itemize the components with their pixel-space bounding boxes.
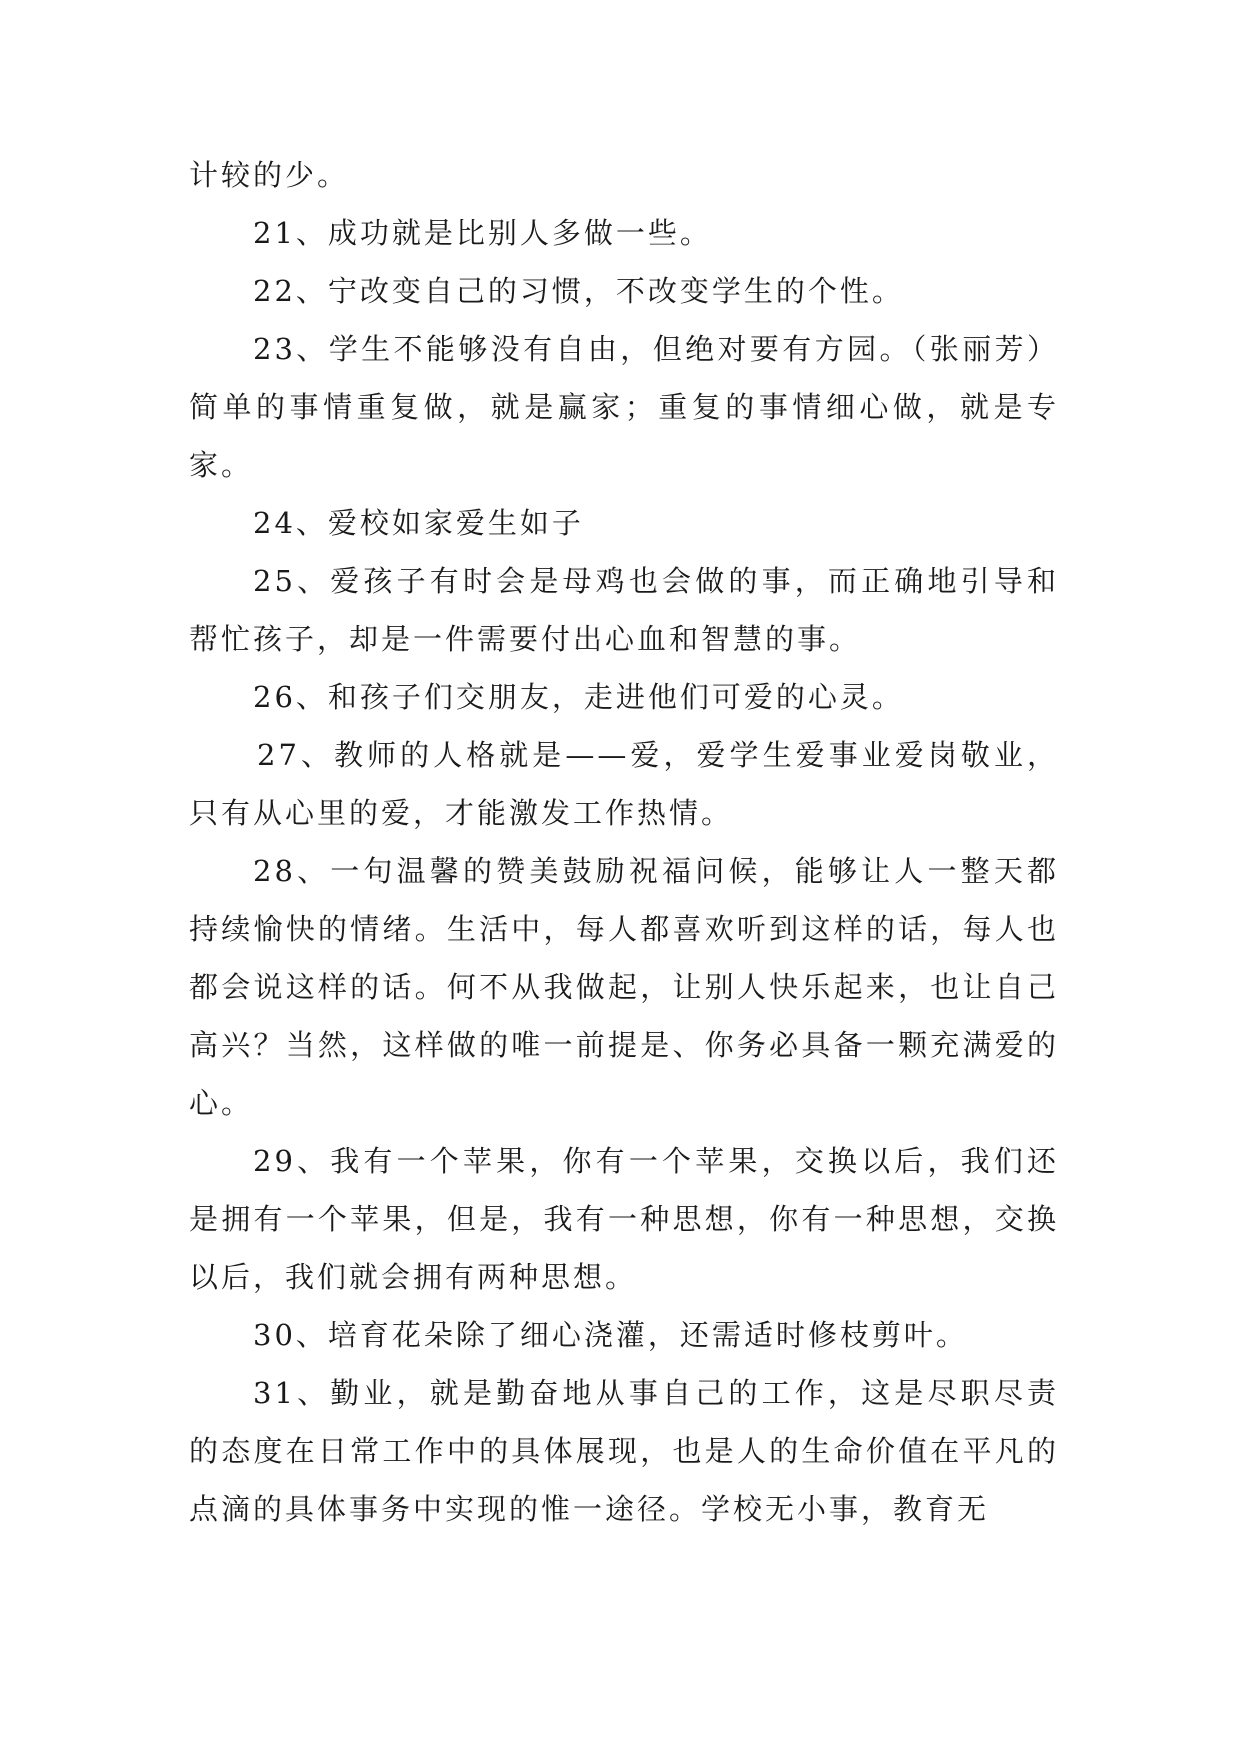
paragraph-31: 31、勤业，就是勤奋地从事自己的工作，这是尽职尽责的态度在日常工作中的具体展现，也是人的生命价值在平凡的点滴的具体事务中实现的惟一途径。学校无小事，教育无 <box>189 1376 1059 1526</box>
paragraph-28: 28、一句温馨的赞美鼓励祝福问候，能够让人一整天都持续愉快的情绪。生活中，每人都喜欢听到这样的话，每人也都会说这样的话。何不从我做起，让别人快乐起来，也让自己高兴？当然，这样做的唯一前提是、你务必具备一颗充满爱的心。 <box>189 854 1059 1120</box>
paragraph-29: 29、我有一个苹果，你有一个苹果，交换以后，我们还是拥有一个苹果，但是，我有一种思想，你有一种思想，交换以后，我们就会拥有两种思想。 <box>189 1144 1059 1294</box>
document-body <box>189 146 1059 1538</box>
paragraph-continued: 计较的少。 <box>189 158 350 192</box>
paragraph-26: 26、和孩子们交朋友，走进他们可爱的心灵。 <box>253 680 904 714</box>
paragraph-24: 24、爱校如家爱生如子 <box>253 506 584 540</box>
paragraph-23: 23、学生不能够没有自由，但绝对要有方园。（张丽芳）简单的事情重复做，就是赢家；重复的事情细心做，就是专家。 <box>189 332 1059 482</box>
paragraph-30: 30、培育花朵除了细心浇灌，还需适时修枝剪叶。 <box>253 1318 968 1352</box>
paragraph-27: 27、教师的人格就是——爱，爱学生爱事业爱岗敬业，只有从心里的爱，才能激发工作热情。 <box>189 738 1059 830</box>
paragraph-22: 22、宁改变自己的习惯，不改变学生的个性。 <box>253 274 904 308</box>
paragraph-21: 21、成功就是比别人多做一些。 <box>253 216 712 250</box>
paragraph-25: 25、爱孩子有时会是母鸡也会做的事，而正确地引导和帮忙孩子，却是一件需要付出心血和智慧的事。 <box>189 564 1059 656</box>
